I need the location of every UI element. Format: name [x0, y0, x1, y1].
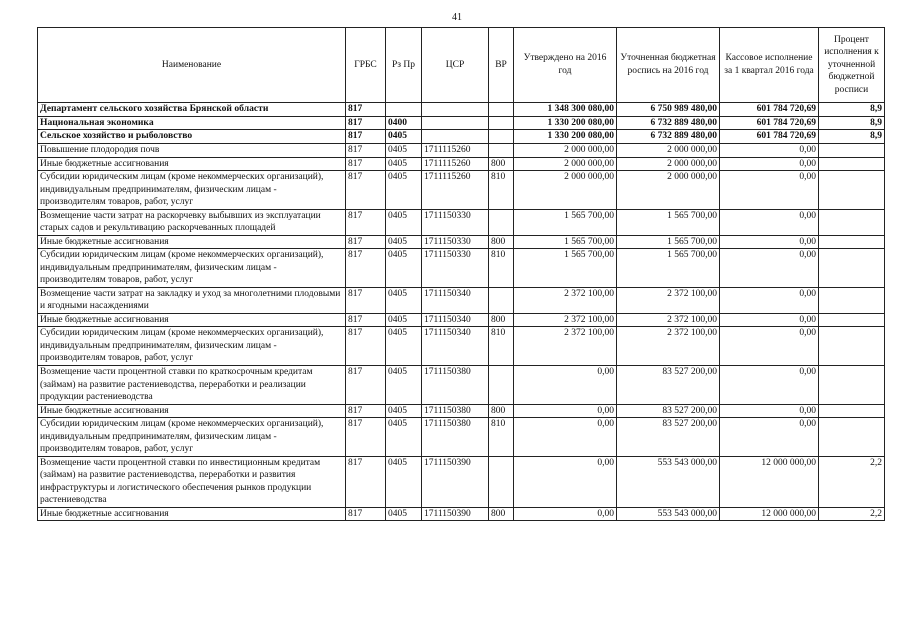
cell-name: Иные бюджетные ассигнования — [38, 404, 346, 418]
cell-rzpr: 0405 — [386, 456, 422, 507]
cell-percent — [819, 157, 885, 171]
col-header-cash: Кассовое исполнение за 1 квартал 2016 года — [720, 28, 819, 103]
table-row — [38, 327, 885, 366]
cell-cash: 601 784 720,69 — [720, 116, 819, 130]
cell-approved: 0,00 — [514, 366, 617, 405]
cell-cash: 0,00 — [720, 209, 819, 235]
table-row — [38, 366, 885, 405]
cell-approved: 1 565 700,00 — [514, 249, 617, 288]
cell-refined: 553 543 000,00 — [617, 507, 720, 521]
cell-name: Иные бюджетные ассигнования — [38, 313, 346, 327]
col-header-rzpr: Рз Пр — [386, 28, 422, 103]
cell-csr: 1711150390 — [422, 456, 489, 507]
cell-cash: 0,00 — [720, 313, 819, 327]
cell-csr: 1711150340 — [422, 327, 489, 366]
cell-refined: 553 543 000,00 — [617, 456, 720, 507]
cell-name: Субсидии юридическим лицам (кроме некоммерческих организаций), индивидуальным предпринимателям, физическим лицам - производителям товаров, работ, услуг — [38, 327, 346, 366]
col-header-grbs: ГРБС — [346, 28, 386, 103]
cell-csr: 1711150340 — [422, 287, 489, 313]
cell-csr: 1711150340 — [422, 313, 489, 327]
cell-rzpr: 0405 — [386, 313, 422, 327]
cell-vr — [489, 143, 514, 157]
cell-approved: 0,00 — [514, 404, 617, 418]
cell-refined: 2 372 100,00 — [617, 313, 720, 327]
cell-refined: 83 527 200,00 — [617, 404, 720, 418]
cell-grbs: 817 — [346, 366, 386, 405]
cell-vr: 800 — [489, 507, 514, 521]
cell-rzpr: 0405 — [386, 171, 422, 210]
cell-cash: 0,00 — [720, 157, 819, 171]
cell-rzpr: 0405 — [386, 249, 422, 288]
table-row — [38, 143, 885, 157]
table-row — [38, 418, 885, 457]
cell-percent — [819, 418, 885, 457]
table-row — [38, 507, 885, 521]
cell-refined: 2 372 100,00 — [617, 287, 720, 313]
cell-approved: 0,00 — [514, 456, 617, 507]
cell-cash: 0,00 — [720, 171, 819, 210]
cell-approved: 1 565 700,00 — [514, 209, 617, 235]
cell-approved: 1 330 200 080,00 — [514, 116, 617, 130]
cell-vr: 810 — [489, 327, 514, 366]
table-row — [38, 404, 885, 418]
table-row — [38, 456, 885, 507]
cell-cash: 0,00 — [720, 366, 819, 405]
cell-cash: 0,00 — [720, 327, 819, 366]
cell-grbs: 817 — [346, 116, 386, 130]
cell-csr: 1711150380 — [422, 366, 489, 405]
cell-vr — [489, 116, 514, 130]
cell-refined: 1 565 700,00 — [617, 249, 720, 288]
table-row — [38, 116, 885, 130]
cell-csr — [422, 130, 489, 144]
cell-name: Департамент сельского хозяйства Брянской области — [38, 103, 346, 117]
cell-vr — [489, 130, 514, 144]
cell-csr: 1711150390 — [422, 507, 489, 521]
cell-percent: 2,2 — [819, 456, 885, 507]
cell-percent — [819, 366, 885, 405]
cell-rzpr: 0405 — [386, 130, 422, 144]
table-row — [38, 249, 885, 288]
cell-refined: 6 750 989 480,00 — [617, 103, 720, 117]
cell-approved: 1 348 300 080,00 — [514, 103, 617, 117]
table-header-row — [38, 28, 885, 103]
cell-rzpr: 0405 — [386, 209, 422, 235]
cell-csr: 1711115260 — [422, 157, 489, 171]
cell-refined: 1 565 700,00 — [617, 209, 720, 235]
budget-table — [37, 27, 885, 521]
col-header-name: Наименование — [38, 28, 346, 103]
cell-percent — [819, 287, 885, 313]
cell-rzpr: 0405 — [386, 157, 422, 171]
cell-rzpr — [386, 103, 422, 117]
cell-percent: 8,9 — [819, 130, 885, 144]
cell-name: Иные бюджетные ассигнования — [38, 157, 346, 171]
table-row — [38, 171, 885, 210]
cell-refined: 2 000 000,00 — [617, 171, 720, 210]
cell-grbs: 817 — [346, 507, 386, 521]
cell-rzpr: 0405 — [386, 418, 422, 457]
cell-csr: 1711150380 — [422, 418, 489, 457]
cell-rzpr: 0405 — [386, 143, 422, 157]
cell-cash: 0,00 — [720, 235, 819, 249]
cell-grbs: 817 — [346, 313, 386, 327]
page-number: 41 — [452, 12, 462, 23]
cell-name: Субсидии юридическим лицам (кроме некоммерческих организаций), индивидуальным предпринимателям, физическим лицам - производителям товаров, работ, услуг — [38, 418, 346, 457]
cell-percent — [819, 327, 885, 366]
cell-approved: 2 372 100,00 — [514, 313, 617, 327]
cell-rzpr: 0405 — [386, 235, 422, 249]
table-row — [38, 130, 885, 144]
cell-name: Национальная экономика — [38, 116, 346, 130]
cell-vr: 810 — [489, 249, 514, 288]
cell-grbs: 817 — [346, 249, 386, 288]
cell-percent — [819, 143, 885, 157]
cell-vr — [489, 366, 514, 405]
cell-grbs: 817 — [346, 209, 386, 235]
cell-percent — [819, 313, 885, 327]
cell-refined: 2 372 100,00 — [617, 327, 720, 366]
cell-csr: 1711115260 — [422, 171, 489, 210]
cell-refined: 6 732 889 480,00 — [617, 116, 720, 130]
cell-cash: 0,00 — [720, 287, 819, 313]
cell-grbs: 817 — [346, 418, 386, 457]
cell-refined: 2 000 000,00 — [617, 143, 720, 157]
cell-rzpr: 0405 — [386, 287, 422, 313]
col-header-refined: Уточненная бюджетная роспись на 2016 год — [617, 28, 720, 103]
table-row — [38, 235, 885, 249]
cell-percent — [819, 209, 885, 235]
table-row — [38, 287, 885, 313]
cell-percent — [819, 249, 885, 288]
cell-refined: 6 732 889 480,00 — [617, 130, 720, 144]
cell-approved: 2 372 100,00 — [514, 287, 617, 313]
cell-grbs: 817 — [346, 103, 386, 117]
cell-rzpr: 0405 — [386, 507, 422, 521]
col-header-vr: ВР — [489, 28, 514, 103]
cell-cash: 0,00 — [720, 249, 819, 288]
cell-csr — [422, 103, 489, 117]
cell-approved: 0,00 — [514, 507, 617, 521]
cell-vr — [489, 287, 514, 313]
cell-refined: 2 000 000,00 — [617, 157, 720, 171]
cell-percent: 8,9 — [819, 116, 885, 130]
cell-percent — [819, 171, 885, 210]
col-header-approved: Утверждено на 2016 год — [514, 28, 617, 103]
cell-name: Возмещение части процентной ставки по краткосрочным кредитам (займам) на развитие растениеводства, переработки и реализации продукции растениеводства — [38, 366, 346, 405]
table-row — [38, 209, 885, 235]
cell-cash: 601 784 720,69 — [720, 103, 819, 117]
cell-csr: 1711150330 — [422, 249, 489, 288]
cell-grbs: 817 — [346, 130, 386, 144]
cell-csr — [422, 116, 489, 130]
cell-csr: 1711115260 — [422, 143, 489, 157]
col-header-csr: ЦСР — [422, 28, 489, 103]
cell-percent: 2,2 — [819, 507, 885, 521]
cell-grbs: 817 — [346, 143, 386, 157]
cell-rzpr: 0400 — [386, 116, 422, 130]
cell-vr: 800 — [489, 157, 514, 171]
cell-vr: 810 — [489, 418, 514, 457]
cell-grbs: 817 — [346, 287, 386, 313]
cell-rzpr: 0405 — [386, 327, 422, 366]
cell-cash: 12 000 000,00 — [720, 456, 819, 507]
cell-name: Возмещение части затрат на раскорчевку выбывших из эксплуатации старых садов и рекультивацию раскорчеванных площадей — [38, 209, 346, 235]
cell-approved: 2 000 000,00 — [514, 143, 617, 157]
col-header-percent: Процент исполнения к уточненной бюджетной росписи — [819, 28, 885, 103]
cell-cash: 0,00 — [720, 143, 819, 157]
cell-vr: 800 — [489, 313, 514, 327]
cell-cash: 12 000 000,00 — [720, 507, 819, 521]
cell-approved: 1 330 200 080,00 — [514, 130, 617, 144]
cell-refined: 1 565 700,00 — [617, 235, 720, 249]
cell-csr: 1711150330 — [422, 209, 489, 235]
cell-percent — [819, 404, 885, 418]
cell-grbs: 817 — [346, 171, 386, 210]
cell-vr: 800 — [489, 404, 514, 418]
cell-name: Сельское хозяйство и рыболовство — [38, 130, 346, 144]
cell-name: Субсидии юридическим лицам (кроме некоммерческих организаций), индивидуальным предпринимателям, физическим лицам - производителям товаров, работ, услуг — [38, 249, 346, 288]
cell-cash: 0,00 — [720, 404, 819, 418]
table-row — [38, 313, 885, 327]
table-row — [38, 157, 885, 171]
cell-vr — [489, 456, 514, 507]
cell-approved: 2 000 000,00 — [514, 157, 617, 171]
cell-rzpr: 0405 — [386, 404, 422, 418]
cell-percent: 8,9 — [819, 103, 885, 117]
table-body — [38, 103, 885, 521]
cell-grbs: 817 — [346, 157, 386, 171]
cell-name: Возмещение части затрат на закладку и уход за многолетними плодовыми и ягодными насаждениями — [38, 287, 346, 313]
cell-vr — [489, 103, 514, 117]
cell-approved: 2 372 100,00 — [514, 327, 617, 366]
cell-vr: 800 — [489, 235, 514, 249]
cell-grbs: 817 — [346, 327, 386, 366]
cell-vr: 810 — [489, 171, 514, 210]
cell-grbs: 817 — [346, 456, 386, 507]
cell-approved: 1 565 700,00 — [514, 235, 617, 249]
cell-refined: 83 527 200,00 — [617, 418, 720, 457]
cell-refined: 83 527 200,00 — [617, 366, 720, 405]
cell-approved: 2 000 000,00 — [514, 171, 617, 210]
cell-csr: 1711150380 — [422, 404, 489, 418]
table-row — [38, 103, 885, 117]
cell-name: Иные бюджетные ассигнования — [38, 507, 346, 521]
cell-cash: 0,00 — [720, 418, 819, 457]
cell-approved: 0,00 — [514, 418, 617, 457]
cell-name: Субсидии юридическим лицам (кроме некоммерческих организаций), индивидуальным предпринимателям, физическим лицам - производителям товаров, работ, услуг — [38, 171, 346, 210]
cell-rzpr: 0405 — [386, 366, 422, 405]
cell-grbs: 817 — [346, 404, 386, 418]
cell-cash: 601 784 720,69 — [720, 130, 819, 144]
cell-percent — [819, 235, 885, 249]
cell-name: Возмещение части процентной ставки по инвестиционным кредитам (займам) на развитие растениеводства, переработки и развития инфраструктуры и логистического обеспечения рынков продукции растениеводства — [38, 456, 346, 507]
cell-vr — [489, 209, 514, 235]
cell-grbs: 817 — [346, 235, 386, 249]
cell-csr: 1711150330 — [422, 235, 489, 249]
cell-name: Повышение плодородия почв — [38, 143, 346, 157]
cell-name: Иные бюджетные ассигнования — [38, 235, 346, 249]
